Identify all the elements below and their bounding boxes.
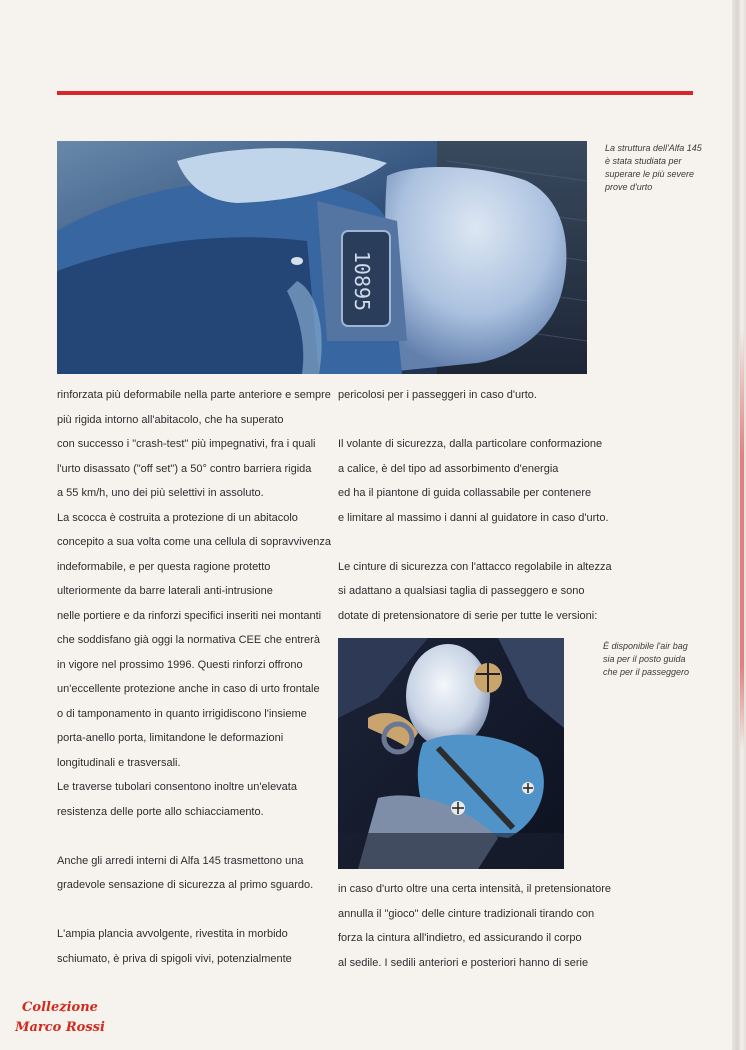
left-column-text [57,383,331,971]
caption-line: superare le più severe [605,169,695,179]
body-line: Il volante di sicurezza, dalla particolare conformazione [338,438,603,450]
caption-airbag [603,640,721,679]
body-line: ulteriormente da barre laterali anti-intrusione [57,585,273,597]
body-line: l'urto disassato ("off set") a 50° contro barriera rigida [57,462,312,475]
body-line: dotate di pretensionatore di serie per tutte le versioni: [338,609,598,622]
caption-crash-structure [605,142,717,194]
body-line: La scocca è costruita a protezione di un abitacolo [57,511,298,524]
caption-line: prove d'urto [605,182,653,192]
body-line: annulla il "gioco" delle cinture tradizionali tirando con [338,907,595,920]
license-plate: 10895 [350,250,374,312]
watermark-line: Marco Rossi [15,1020,105,1035]
right-column-text-bottom [338,877,611,975]
body-line: in caso d'urto oltre una certa intensità, il pretensionatore [338,883,611,895]
body-line: porta-anello porta, limitandone le deformazioni [57,732,284,744]
header-red-rule [57,91,693,95]
body-line: rinforzata più deformabile nella parte anteriore e sempre [57,389,331,401]
airbag-dummy-photo [338,638,564,869]
body-line: indeformabile, e per questa ragione protetto [57,560,271,573]
caption-line: La struttura dell'Alfa 145 [605,143,702,153]
paragraph-gap [338,408,600,433]
paragraph-gap [57,824,319,849]
body-line: resistenza delle porte allo schiacciamento. [57,805,264,818]
body-line: gradevole sensazione di sicurezza al primo sguardo. [57,879,314,891]
body-line: Anche gli arredi interni di Alfa 145 trasmettono una [57,854,304,867]
body-line: schiumato, è priva di spigoli vivi, potenzialmente [57,952,292,965]
body-line: in vigore nel prossimo 1996. Questi rinforzi offrono [57,658,303,671]
body-line: a 55 km/h, uno dei più selettivi in assoluto. [57,487,264,499]
caption-line: È disponibile l'air bag [603,641,688,651]
body-line: più rigida intorno all'abitacolo, che ha superato [57,413,284,426]
body-line: si adattano a qualsiasi taglia di passeggero e sono [338,585,585,597]
body-line: con successo i "crash-test" più impegnativi, fra i quali [57,438,316,450]
body-line: pericolosi per i passeggeri in caso d'urto. [338,389,537,401]
watermark-line: Collezione [22,1000,98,1015]
crash-test-photo [57,141,587,374]
page-edge-tint [740,330,744,750]
body-line: concepito a sua volta come una cellula di sopravvivenza [57,536,331,548]
body-line: e limitare al massimo i danni al guidatore in caso d'urto. [338,511,609,524]
body-line: forza la cintura all'indietro, ed assicurando il corpo [338,932,582,944]
body-line: nelle portiere e da rinforzi specifici inseriti nei montanti [57,609,322,622]
body-line: un'eccellente protezione anche in caso di urto frontale [57,683,320,695]
paragraph-gap [57,898,319,923]
paragraph-gap [338,530,600,555]
body-line: che soddisfano già oggi la normativa CEE che entrerà [57,634,320,646]
body-line: L'ampia plancia avvolgente, rivestita in morbido [57,928,288,940]
body-line: Le cinture di sicurezza con l'attacco regolabile in altezza [338,560,612,573]
body-line: o di tamponamento in quanto irrigidiscono l'insieme [57,707,307,720]
body-line: Le traverse tubolari consentono inoltre un'elevata [57,781,297,793]
body-line: ed ha il piantone di guida collassabile per contenere [338,487,592,499]
caption-line: è stata studiata per [605,156,682,166]
body-line: longitudinali e trasversali. [57,756,181,769]
right-column-text-top [338,383,612,628]
caption-line: che per il passeggero [603,667,690,677]
caption-line: sia per il posto guida [603,654,686,664]
body-line: a calice, è del tipo ad assorbimento d'energia [338,462,559,475]
body-line: al sedile. I sedili anteriori e posteriori hanno di serie [338,956,589,969]
collection-watermark [4,998,116,1038]
